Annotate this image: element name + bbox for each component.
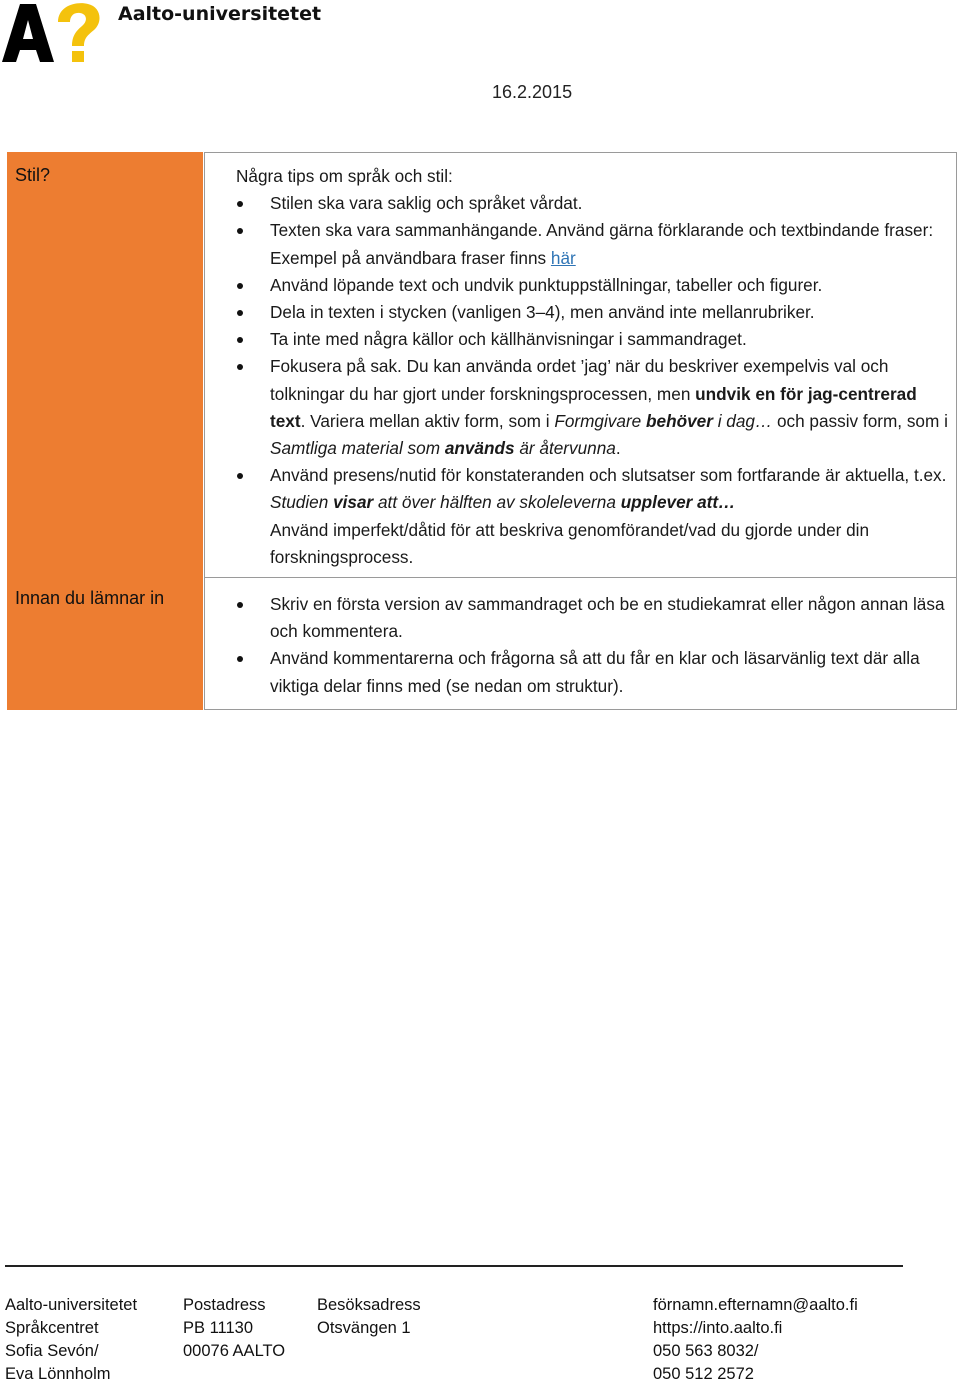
row-content-before-submit	[204, 577, 957, 710]
footer-contact: förnamn.efternamn@aalto.fi https://into.aalto.fi 050 563 8032/ 050 512 2572	[653, 1296, 858, 1383]
aalto-logo	[2, 0, 102, 66]
style-intro: Några tips om språk och stil:	[236, 166, 453, 186]
list-item: Ta inte med några källor och källhänvisningar i sammandraget.	[236, 326, 948, 353]
footer-visiting-address: Besöksadress Otsvängen 1	[317, 1296, 421, 1337]
list-item: Fokusera på sak. Du kan använda ordet ’jag’ när du beskriver exempelvis val och tolkningar du har gjort under forskningsprocessen, men undvik en för jag-centrerad text. Variera mellan aktiv form, som i Formgivare behöver i dag… och passiv form, som i Samtliga material som används är återvunna.	[236, 353, 948, 462]
email-text: förnamn.efternamn@aalto.fi	[653, 1296, 858, 1314]
document-date: 16.2.2015	[492, 82, 573, 102]
phrases-link[interactable]: här	[550, 247, 576, 268]
style-tips-list	[236, 190, 948, 571]
row-content-style	[204, 152, 957, 578]
list-item: Skriv en första version av sammandraget och be en studiekamrat eller någon annan läsa och kommentera.	[236, 591, 948, 645]
footer-postal-address: Postadress PB 11130 00076 AALTO	[183, 1296, 286, 1360]
footer-org: Aalto-universitetet Språkcentret Sofia Sevón/ Eva Lönnholm	[5, 1296, 138, 1383]
footer-divider	[5, 1265, 903, 1267]
list-item: Stilen ska vara saklig och språket vårdat.	[236, 190, 948, 217]
list-item: Använd presens/nutid för konstateranden och slutsatser som fortfarande är aktuella, t.ex. Studien visar att över hälften av skoleleverna upplever att… Använd imperfekt/dåtid för att beskriva genomförandet/vad du gjorde under din forskningsprocess.	[236, 462, 948, 571]
list-item: Texten ska vara sammanhängande. Använd gärna förklarande och textbindande fraser: Exempel på användbara fraser finns här	[236, 217, 948, 271]
list-item: Använd löpande text och undvik punktuppställningar, tabeller och figurer.	[236, 272, 948, 299]
brand-name: Aalto-universitetet	[118, 3, 322, 25]
row-label-style: Stil?	[7, 152, 203, 577]
row-label-before-submit: Innan du lämnar in	[7, 577, 203, 710]
list-item: Använd kommentarerna och frågorna så att du får en klar och läsarvänlig text där alla viktiga delar finns med (se nedan om struktur).	[236, 645, 948, 699]
tips-table	[7, 152, 957, 710]
website-text: https://into.aalto.fi	[653, 1319, 783, 1337]
list-item: Dela in texten i stycken (vanligen 3–4), men använd inte mellanrubriker.	[236, 299, 948, 326]
submit-tips-list	[236, 591, 948, 700]
